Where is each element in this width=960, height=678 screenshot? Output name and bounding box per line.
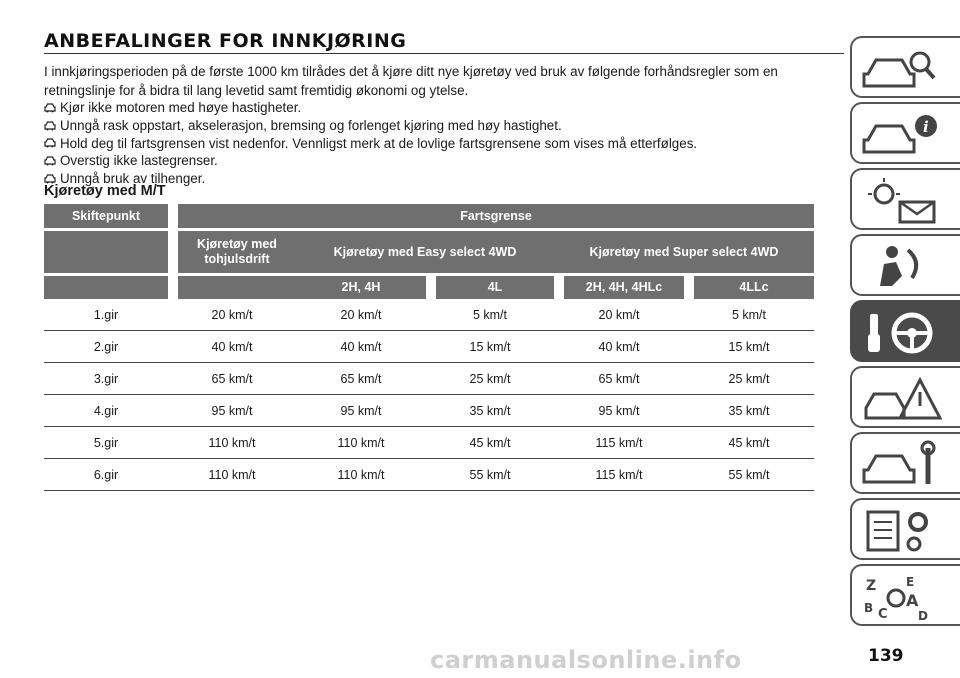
car-bullet-icon (44, 103, 56, 113)
table-row (44, 331, 814, 363)
specs-gears-icon (862, 506, 942, 556)
bullet-text: Unngå bruk av tilhenger. (60, 171, 206, 187)
cell-speed: 110 km/t (168, 459, 296, 491)
tab-technical-data[interactable] (850, 498, 960, 560)
cell-speed: 95 km/t (554, 395, 684, 427)
svg-text:B: B (864, 601, 874, 615)
table-subheading: Kjøretøy med M/T (44, 183, 166, 199)
list-item (44, 152, 814, 170)
cell-speed: 55 km/t (684, 459, 814, 491)
bullet-text: Hold deg til fartsgrensen vist nedenfor. Vennligst merk at de lovlige fartsgrensene som vises må etterfølges. (60, 135, 698, 151)
car-bullet-icon (44, 156, 56, 166)
cell-speed: 110 km/t (296, 427, 426, 459)
tab-starting-driving[interactable] (850, 300, 960, 362)
header-2wd: Kjøretøy med tohjulsdrift (168, 231, 296, 276)
cell-speed: 40 km/t (554, 331, 684, 363)
cell-speed: 65 km/t (296, 363, 426, 395)
cell-gear: 6.gir (44, 459, 168, 491)
tab-index[interactable] (850, 564, 960, 626)
seat-airbag-icon (862, 242, 942, 292)
cell-speed: 40 km/t (168, 331, 296, 363)
bullet-text: Unngå rask oppstart, akselerasjon, bremsing og forlenget kjøring med høy hastighet. (60, 117, 562, 133)
cell-speed: 15 km/t (426, 331, 554, 363)
tab-warning-lights[interactable] (850, 168, 960, 230)
table-row (44, 299, 814, 331)
cell-gear: 4.gir (44, 395, 168, 427)
cell-speed: 45 km/t (684, 427, 814, 459)
table-row (44, 459, 814, 491)
cell-speed: 115 km/t (554, 459, 684, 491)
car-wrench-icon (862, 440, 942, 490)
cell-speed: 20 km/t (554, 299, 684, 331)
table-row (44, 395, 814, 427)
table-row (44, 427, 814, 459)
svg-text:E: E (906, 575, 915, 589)
bullet-text: Overstig ikke lastegrenser. (60, 153, 218, 169)
tab-safety[interactable] (850, 234, 960, 296)
header-empty (44, 276, 168, 299)
header-easy-select: Kjøretøy med Easy select 4WD (296, 231, 554, 276)
cell-speed: 20 km/t (168, 299, 296, 331)
car-info-icon (862, 110, 942, 160)
car-search-icon (862, 44, 942, 94)
header-speed-limit: Fartsgrense (168, 204, 814, 231)
cell-gear: 5.gir (44, 427, 168, 459)
tab-car-info[interactable] (850, 102, 960, 164)
car-crash-warning-icon (862, 374, 942, 424)
cell-speed: 25 km/t (426, 363, 554, 395)
cell-speed: 35 km/t (684, 395, 814, 427)
header-mode-2h4h: 2H, 4H (296, 276, 426, 299)
cell-speed: 65 km/t (168, 363, 296, 395)
header-mode-4l: 4L (426, 276, 554, 299)
cell-speed: 65 km/t (554, 363, 684, 395)
cell-gear: 1.gir (44, 299, 168, 331)
list-item (44, 99, 814, 117)
header-mode-2h4h4hlc: 2H, 4H, 4HLc (554, 276, 684, 299)
cell-gear: 2.gir (44, 331, 168, 363)
table-row (44, 363, 814, 395)
svg-text:Z: Z (866, 578, 877, 594)
svg-text:A: A (906, 591, 919, 610)
cell-speed: 110 km/t (296, 459, 426, 491)
list-item (44, 135, 814, 153)
cell-speed: 15 km/t (684, 331, 814, 363)
car-bullet-icon (44, 121, 56, 131)
header-super-select: Kjøretøy med Super select 4WD (554, 231, 814, 276)
svg-text:i: i (923, 118, 929, 136)
cell-speed: 95 km/t (168, 395, 296, 427)
cell-speed: 5 km/t (426, 299, 554, 331)
tab-maintenance[interactable] (850, 432, 960, 494)
cell-speed: 110 km/t (168, 427, 296, 459)
cell-speed: 95 km/t (296, 395, 426, 427)
car-bullet-icon (44, 138, 56, 148)
bullet-text: Kjør ikke motoren med høye hastigheter. (60, 100, 302, 115)
cell-speed: 115 km/t (554, 427, 684, 459)
cell-speed: 35 km/t (426, 395, 554, 427)
cell-speed: 5 km/t (684, 299, 814, 331)
page-number: 139 (868, 646, 904, 666)
alphabetical-index-icon (862, 572, 942, 622)
cell-speed: 40 km/t (296, 331, 426, 363)
cell-speed: 45 km/t (426, 427, 554, 459)
header-empty (44, 231, 168, 276)
key-steering-wheel-icon (862, 308, 942, 358)
intro-paragraph: I innkjøringsperioden på de første 1000 km tilrådes det å kjøre ditt nye kjøretøy ved bruk av følgende forhåndsregler som en retningslinje for å bidra til lang levetid samt fremtidig økonomi og ytelse. (44, 64, 778, 98)
watermark-text: carmanualsonline.info (430, 646, 742, 674)
cell-speed: 55 km/t (426, 459, 554, 491)
tab-emergency[interactable] (850, 366, 960, 428)
svg-text:C: C (878, 607, 888, 622)
cell-speed: 25 km/t (684, 363, 814, 395)
cell-speed: 20 km/t (296, 299, 426, 331)
speed-limit-table (44, 204, 814, 491)
header-mode-4llc: 4LLc (684, 276, 814, 299)
svg-text:D: D (918, 609, 928, 622)
cell-gear: 3.gir (44, 363, 168, 395)
bullet-list (44, 99, 814, 188)
header-shift-point: Skiftepunkt (44, 204, 168, 231)
tab-car-search[interactable] (850, 36, 960, 98)
page-heading: ANBEFALINGER FOR INNKJØRING (44, 30, 844, 54)
list-item (44, 117, 814, 135)
header-empty (168, 276, 296, 299)
warning-light-message-icon (862, 176, 942, 226)
